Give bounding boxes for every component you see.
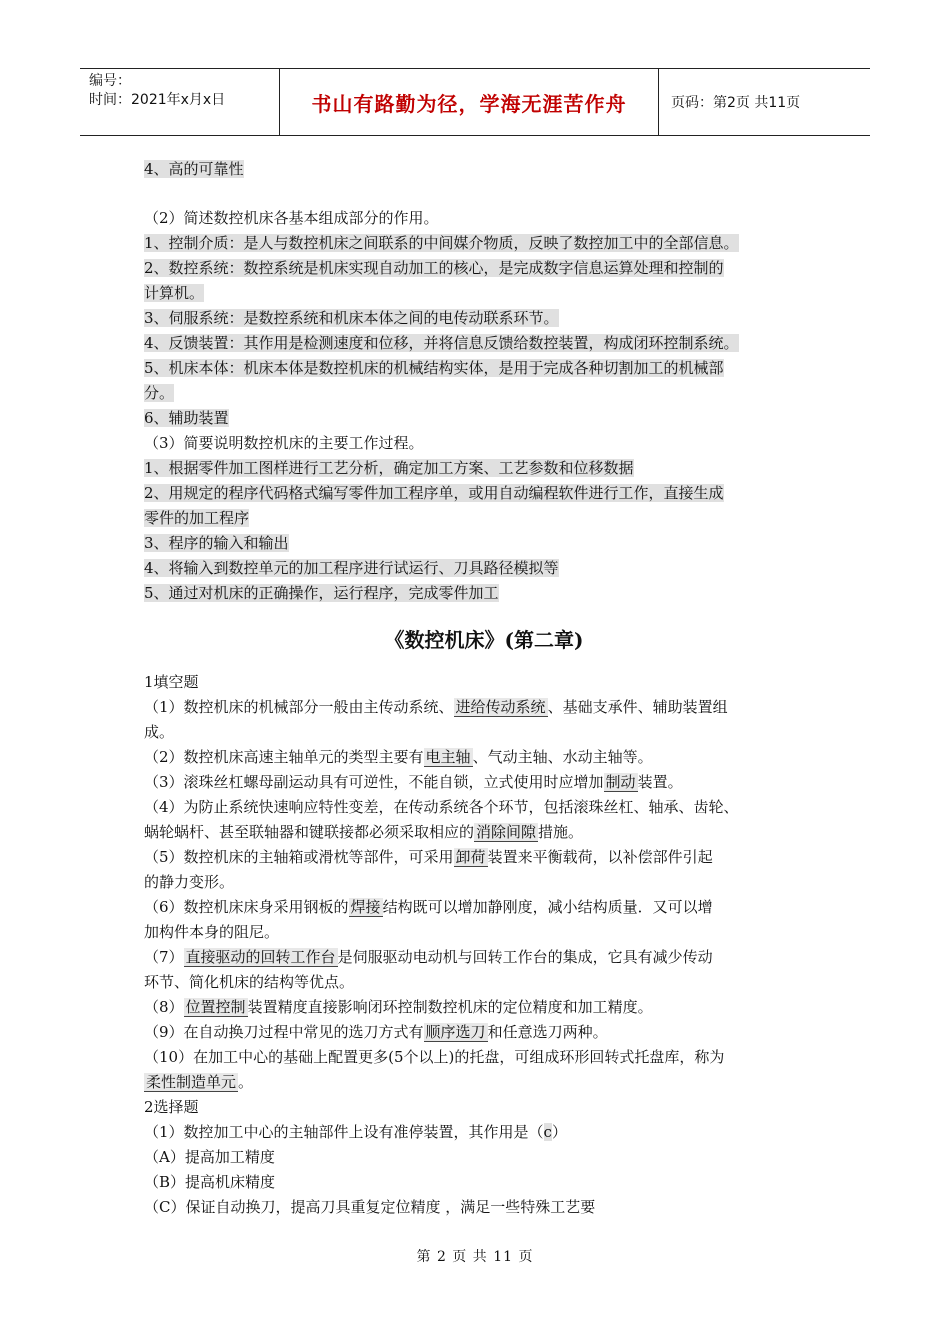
question-text: 装置精度直接影响闭环控制数控机床的定位精度和加工精度。 [247, 998, 653, 1016]
choice-option: （A）提高加工精度 [144, 1148, 275, 1166]
question-heading: （3）简要说明数控机床的主要工作过程。 [144, 434, 424, 452]
question-text: （7） [144, 948, 184, 966]
section-heading: 2选择题 [144, 1098, 199, 1116]
question-text: （2）数控机床高速主轴单元的类型主要有 [144, 748, 424, 766]
answer-blank: 柔性制造单元 [146, 1073, 237, 1091]
question-text: ） [551, 1123, 567, 1141]
text-line: 1、根据零件加工图样进行工艺分析，确定加工方案、工艺参数和位移数据 [144, 459, 634, 477]
text-line: 5、通过对机床的正确操作，运行程序，完成零件加工 [144, 584, 499, 602]
answer-blank: 顺序选刀 [425, 1023, 486, 1041]
text-line: 计算机。 [144, 284, 205, 302]
question-text: （8） [144, 998, 184, 1016]
answer-blank: 制动 [605, 773, 636, 791]
code-label: 编号： [89, 73, 131, 89]
text-line: 6、辅助装置 [144, 409, 229, 427]
text-line: 零件的加工程序 [144, 509, 250, 527]
text-line: 4、高的可靠性 [144, 160, 244, 178]
text-line: 3、程序的输入和输出 [144, 534, 289, 552]
question-heading: （2）简述数控机床各基本组成部分的作用。 [144, 209, 439, 227]
text-line: 5、机床本体：机床本体是数控机床的机械结构实体，是用于完成各种切割加工的机械部 [144, 359, 724, 377]
answer-blank: 电主轴 [425, 748, 471, 766]
header-meta [80, 69, 280, 135]
question-text: 加构件本身的阻尼。 [144, 923, 280, 941]
question-text: （1）数控加工中心的主轴部件上设有准停装置，其作用是（ [144, 1123, 544, 1141]
text-line: 3、伺服系统：是数控系统和机床本体之间的电传动联系环节。 [144, 309, 559, 327]
question-text: 环节、简化机床的结构等优点。 [144, 973, 355, 991]
question-text: 的静力变形。 [144, 873, 235, 891]
question-text: 蜗轮蜗杆、甚至联轴器和键联接都必须采取相应的 [144, 823, 475, 841]
question-text: 、气动主轴、水动主轴等。 [472, 748, 653, 766]
answer-blank: 位置控制 [185, 998, 246, 1016]
text-line: 1、控制介质：是人与数控机床之间联系的中间媒介物质，反映了数控加工中的全部信息。 [144, 234, 739, 252]
question-text: 结构既可以增加静刚度，减小结构质量．又可以增 [382, 898, 713, 916]
text-line: 4、将输入到数控单元的加工程序进行试运行、刀具路径模拟等 [144, 559, 559, 577]
question-text: 和任意选刀两种。 [487, 1023, 608, 1041]
page-header [80, 68, 870, 136]
question-text: （5）数控机床的主轴箱或滑枕等部件，可采用 [144, 848, 454, 866]
time-label: 时间：2021年x月x日 [89, 92, 226, 108]
header-motto: 书山有路勤为径，学海无涯苦作舟 [280, 69, 659, 135]
question-text: 成。 [144, 723, 175, 741]
question-text: 装置来平衡载荷，以补偿部件引起 [487, 848, 713, 866]
answer-blank: 进给传动系统 [455, 698, 546, 716]
question-text: 是伺服驱动电动机与回转工作台的集成，它具有减少传动 [337, 948, 713, 966]
section-heading: 1填空题 [144, 673, 199, 691]
answer-blank: 直接驱动的回转工作台 [185, 948, 336, 966]
question-text: （3）滚珠丝杠螺母副运动具有可逆性，不能自锁，立式使用时应增加 [144, 773, 604, 791]
text-line: 4、反馈装置：其作用是检测速度和位移，并将信息反馈给数控装置，构成闭环控制系统。 [144, 334, 739, 352]
header-page-info: 页码：第2页 共11页 [671, 95, 801, 111]
answer-choice: c [543, 1123, 552, 1141]
question-text: （4）为防止系统快速响应特性变差，在传动系统各个环节，包括滚珠丝杠、轴承、齿轮、 [144, 798, 739, 816]
question-text: 、基础支承件、辅助装置组 [547, 698, 728, 716]
spacer [144, 182, 824, 206]
question-text: （9）在自动换刀过程中常见的选刀方式有 [144, 1023, 424, 1041]
chapter-title: 《数控机床》(第二章) [384, 628, 584, 652]
text-line: 分。 [144, 384, 175, 402]
question-text: （1）数控机床的机械部分一般由主传动系统、 [144, 698, 454, 716]
text-line: 2、用规定的程序代码格式编写零件加工程序单，或用自动编程软件进行工作，直接生成 [144, 484, 724, 502]
question-text: 。 [238, 1073, 254, 1091]
question-text: 装置。 [637, 773, 683, 791]
page-footer: 第 2 页 共 11 页 [416, 1249, 534, 1265]
answer-blank: 消除间隙 [476, 823, 537, 841]
text-line: 2、数控系统：数控系统是机床实现自动加工的核心，是完成数字信息运算处理和控制的 [144, 259, 724, 277]
document-body [144, 157, 824, 1220]
choice-option: （B）提高机床精度 [144, 1173, 276, 1191]
question-text: （6）数控机床床身采用钢板的 [144, 898, 349, 916]
choice-option: （C）保证自动换刀，提高刀具重复定位精度 ，满足一些特殊工艺要 [144, 1198, 596, 1216]
question-text: （10）在加工中心的基础上配置更多(5个以上)的托盘，可组成环形回转式托盘库，称为 [144, 1048, 725, 1066]
question-text: 措施。 [538, 823, 584, 841]
answer-blank: 焊接 [350, 898, 381, 916]
answer-blank: 卸荷 [455, 848, 486, 866]
